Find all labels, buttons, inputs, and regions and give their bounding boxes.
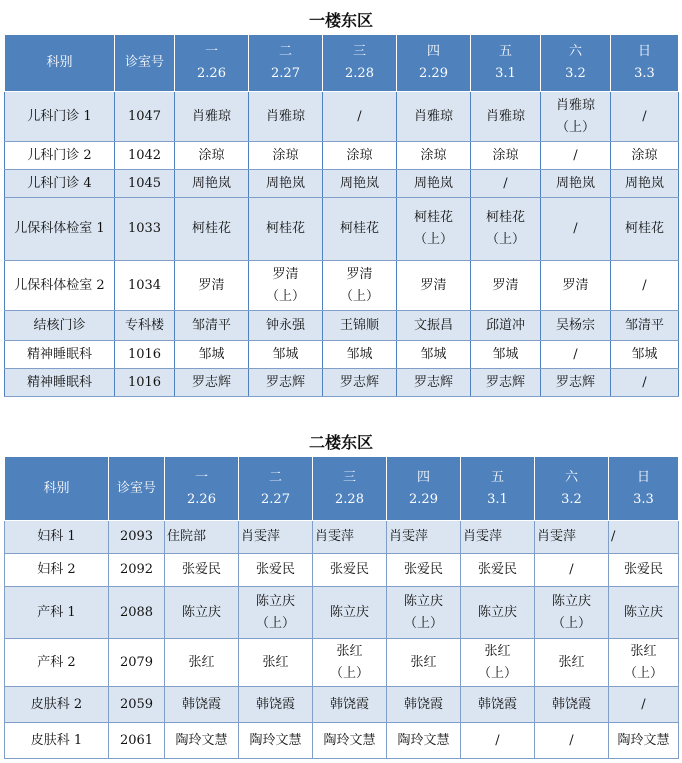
doctor-cell: 邹清平 (175, 311, 249, 341)
header-date: 2.26 (197, 66, 226, 81)
doctor-cell: 罗清 (541, 261, 611, 311)
doctor-cell: 钟永强 (249, 311, 323, 341)
doctor-cell: / (609, 687, 679, 723)
doctor-cell: / (323, 92, 397, 142)
doctor-cell: 邹清平 (611, 311, 679, 341)
header-date: 3.3 (634, 66, 655, 81)
doctor-cell: 住院部 (165, 521, 239, 554)
header-day (609, 457, 679, 521)
header-weekday: 二 (268, 469, 282, 485)
table-row (5, 554, 679, 587)
doctor-cell: / (611, 369, 679, 397)
section-title-floor2: 二楼东区 (308, 433, 373, 452)
doctor-cell: 张红 （上） (313, 639, 387, 687)
doctor-cell: 韩饶霞 (535, 687, 609, 723)
room-cell: 2093 (109, 521, 165, 554)
doctor-cell: 肖雅琼 (175, 92, 249, 142)
doctor-cell: 张红 (239, 639, 313, 687)
dept-cell: 结核门诊 (5, 311, 115, 341)
header-weekday: 三 (352, 44, 366, 59)
header-day (471, 35, 541, 92)
header-date: 3.2 (561, 491, 582, 507)
doctor-cell: / (535, 723, 609, 759)
header-date: 2.28 (345, 66, 374, 81)
header-day (541, 35, 611, 92)
doctor-cell: 邹城 (471, 341, 541, 369)
header-day (397, 35, 471, 92)
doctor-cell: 柯桂花 （上） (397, 198, 471, 261)
doctor-cell: 罗志辉 (397, 369, 471, 397)
doctor-cell: 陈立庆 （上） (387, 587, 461, 639)
dept-cell: 精神睡眠科 (5, 341, 115, 369)
doctor-cell: 陶玲文慧 (387, 723, 461, 759)
table-row (5, 341, 679, 369)
table-row (5, 639, 679, 687)
header-dept: 科别 (5, 35, 115, 92)
table-row (5, 369, 679, 397)
doctor-cell: 张红 （上） (461, 639, 535, 687)
header-weekday: 日 (636, 469, 650, 485)
doctor-cell: 肖雅琼 (397, 92, 471, 142)
room-cell: 2061 (109, 723, 165, 759)
room-cell: 专科楼 (115, 311, 175, 341)
header-date: 3.2 (565, 66, 586, 81)
doctor-cell: 陈立庆 (165, 587, 239, 639)
doctor-cell: 张红 （上） (609, 639, 679, 687)
header-date: 3.1 (495, 66, 516, 81)
header-row (5, 35, 679, 92)
doctor-cell: 邱道冲 (471, 311, 541, 341)
doctor-cell: 肖雅琼 (249, 92, 323, 142)
table-row (5, 723, 679, 759)
doctor-cell: 邹城 (175, 341, 249, 369)
dept-cell: 儿科门诊 1 (5, 92, 115, 142)
doctor-cell: 张红 (387, 639, 461, 687)
doctor-cell: 周艳岚 (611, 170, 679, 198)
room-cell: 1047 (115, 92, 175, 142)
doctor-cell: 周艳岚 (175, 170, 249, 198)
header-day (535, 457, 609, 521)
doctor-cell: 韩饶霞 (165, 687, 239, 723)
doctor-cell: 罗志辉 (249, 369, 323, 397)
header-date: 2.27 (261, 491, 290, 507)
header-weekday: 一 (204, 44, 218, 59)
header-weekday: 六 (568, 44, 582, 59)
doctor-cell: 周艳岚 (397, 170, 471, 198)
header-weekday: 五 (490, 469, 504, 485)
doctor-cell: 文振昌 (397, 311, 471, 341)
header-day (461, 457, 535, 521)
header-room: 诊室号 (109, 457, 165, 521)
doctor-cell: 邹城 (397, 341, 471, 369)
header-date: 2.29 (409, 491, 438, 507)
doctor-cell: 张爱民 (165, 554, 239, 587)
header-day (313, 457, 387, 521)
doctor-cell: 陈立庆 (609, 587, 679, 639)
header-date: 2.29 (419, 66, 448, 81)
doctor-cell: 肖雯萍 (313, 521, 387, 554)
dept-cell: 儿科门诊 2 (5, 142, 115, 170)
dept-cell: 儿保科体检室 2 (5, 261, 115, 311)
doctor-cell: 邹城 (323, 341, 397, 369)
room-cell: 2059 (109, 687, 165, 723)
doctor-cell: 柯桂花 (611, 198, 679, 261)
header-date: 2.28 (335, 491, 364, 507)
doctor-cell: / (541, 198, 611, 261)
dept-cell: 产科 2 (5, 639, 109, 687)
doctor-cell: 罗清 （上） (323, 261, 397, 311)
doctor-cell: / (611, 92, 679, 142)
doctor-cell: 罗清 (471, 261, 541, 311)
doctor-cell: 周艳岚 (541, 170, 611, 198)
header-room: 诊室号 (115, 35, 175, 92)
header-day (165, 457, 239, 521)
header-weekday: 四 (426, 44, 440, 59)
dept-cell: 儿科门诊 4 (5, 170, 115, 198)
doctor-cell: 涂琼 (175, 142, 249, 170)
doctor-cell: 陈立庆 （上） (535, 587, 609, 639)
doctor-cell: 张爱民 (461, 554, 535, 587)
doctor-cell: / (461, 723, 535, 759)
table-row (5, 261, 679, 311)
doctor-cell: 罗志辉 (323, 369, 397, 397)
doctor-cell: 涂琼 (397, 142, 471, 170)
doctor-cell: 张爱民 (239, 554, 313, 587)
dept-cell: 皮肤科 1 (5, 723, 109, 759)
doctor-cell: 吴杨宗 (541, 311, 611, 341)
header-weekday: 二 (278, 44, 292, 59)
doctor-cell: 邹城 (611, 341, 679, 369)
header-day (249, 35, 323, 92)
doctor-cell: / (541, 142, 611, 170)
doctor-cell: 柯桂花 (249, 198, 323, 261)
header-dept: 科别 (5, 457, 109, 521)
doctor-cell: 邹城 (249, 341, 323, 369)
room-cell: 1042 (115, 142, 175, 170)
doctor-cell: / (609, 521, 679, 554)
dept-cell: 儿保科体检室 1 (5, 198, 115, 261)
doctor-cell: 肖雯萍 (461, 521, 535, 554)
doctor-cell: 陈立庆 (313, 587, 387, 639)
table-row (5, 170, 679, 198)
doctor-cell: 涂琼 (471, 142, 541, 170)
schedule-table-floor2 (4, 456, 679, 759)
dept-cell: 皮肤科 2 (5, 687, 109, 723)
dept-cell: 妇科 2 (5, 554, 109, 587)
header-date: 3.1 (487, 491, 508, 507)
header-date: 2.26 (187, 491, 216, 507)
doctor-cell: 韩饶霞 (461, 687, 535, 723)
room-cell: 1033 (115, 198, 175, 261)
header-day (611, 35, 679, 92)
doctor-cell: 柯桂花 （上） (471, 198, 541, 261)
doctor-cell: 涂琼 (611, 142, 679, 170)
dept-cell: 产科 1 (5, 587, 109, 639)
doctor-cell: 陶玲文慧 (313, 723, 387, 759)
room-cell: 1045 (115, 170, 175, 198)
doctor-cell: 陶玲文慧 (239, 723, 313, 759)
table-row (5, 142, 679, 170)
doctor-cell: 肖雅琼 （上） (541, 92, 611, 142)
doctor-cell: / (471, 170, 541, 198)
table-row (5, 521, 679, 554)
dept-cell: 精神睡眠科 (5, 369, 115, 397)
doctor-cell: 罗志辉 (471, 369, 541, 397)
schedule-table-floor1 (4, 34, 679, 397)
header-weekday: 五 (498, 44, 512, 59)
doctor-cell: 韩饶霞 (313, 687, 387, 723)
doctor-cell: 周艳岚 (249, 170, 323, 198)
room-cell: 2088 (109, 587, 165, 639)
doctor-cell: 张爱民 (609, 554, 679, 587)
doctor-cell: 韩饶霞 (239, 687, 313, 723)
doctor-cell: 罗志辉 (175, 369, 249, 397)
header-day (175, 35, 249, 92)
doctor-cell: / (541, 341, 611, 369)
header-day (239, 457, 313, 521)
doctor-cell: 张红 (535, 639, 609, 687)
header-weekday: 三 (342, 469, 356, 485)
doctor-cell: 肖雅琼 (471, 92, 541, 142)
table-row (5, 92, 679, 142)
section-title-floor1: 一楼东区 (308, 11, 373, 30)
room-cell: 1016 (115, 369, 175, 397)
header-weekday: 六 (564, 469, 578, 485)
table-row (5, 198, 679, 261)
room-cell: 1016 (115, 341, 175, 369)
table-row (5, 311, 679, 341)
header-day (387, 457, 461, 521)
doctor-cell: 陶玲文慧 (609, 723, 679, 759)
header-row (5, 457, 679, 521)
doctor-cell: 韩饶霞 (387, 687, 461, 723)
doctor-cell: 柯桂花 (175, 198, 249, 261)
header-weekday: 四 (416, 469, 430, 485)
doctor-cell: 陶玲文慧 (165, 723, 239, 759)
header-date: 3.3 (633, 491, 654, 507)
doctor-cell: 张红 (165, 639, 239, 687)
table-row (5, 587, 679, 639)
doctor-cell: / (611, 261, 679, 311)
room-cell: 2079 (109, 639, 165, 687)
doctor-cell: 张爱民 (313, 554, 387, 587)
doctor-cell: 涂琼 (249, 142, 323, 170)
header-date: 2.27 (271, 66, 300, 81)
room-cell: 2092 (109, 554, 165, 587)
doctor-cell: 肖雯萍 (535, 521, 609, 554)
doctor-cell: 罗志辉 (541, 369, 611, 397)
doctor-cell: 柯桂花 (323, 198, 397, 261)
header-weekday: 一 (194, 469, 208, 485)
doctor-cell: 罗清 （上） (249, 261, 323, 311)
table-row (5, 687, 679, 723)
doctor-cell: 陈立庆 (461, 587, 535, 639)
doctor-cell: 陈立庆 （上） (239, 587, 313, 639)
doctor-cell: 涂琼 (323, 142, 397, 170)
doctor-cell: 罗清 (397, 261, 471, 311)
doctor-cell: 张爱民 (387, 554, 461, 587)
doctor-cell: 王锦顺 (323, 311, 397, 341)
doctor-cell: / (535, 554, 609, 587)
doctor-cell: 罗清 (175, 261, 249, 311)
doctor-cell: 肖雯萍 (387, 521, 461, 554)
dept-cell: 妇科 1 (5, 521, 109, 554)
doctor-cell: 周艳岚 (323, 170, 397, 198)
header-day (323, 35, 397, 92)
doctor-cell: 肖雯萍 (239, 521, 313, 554)
header-weekday: 日 (637, 44, 651, 59)
room-cell: 1034 (115, 261, 175, 311)
